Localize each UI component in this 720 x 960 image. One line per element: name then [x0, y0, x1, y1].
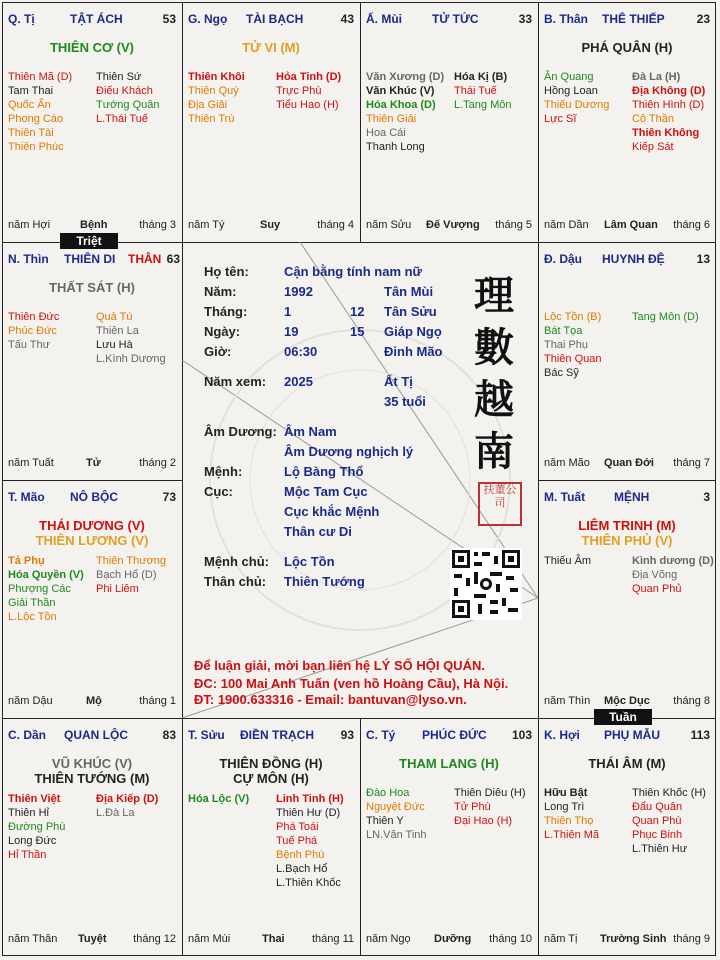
- main-star: THIÊN CƠ (V): [49, 40, 135, 55]
- hour-can: Đinh Mão: [384, 344, 443, 359]
- day-num: 19: [284, 324, 299, 339]
- star-item: Thiên Quý: [188, 85, 239, 97]
- amduong-note: Âm Dương nghịch lý: [284, 444, 414, 459]
- star-item: Trực Phù: [276, 85, 322, 97]
- star-item: Tam Thai: [8, 85, 54, 97]
- palace-name: QUAN LỘC: [64, 728, 128, 742]
- star-list-right: [454, 786, 526, 828]
- star-item: Đại Hao (H): [454, 815, 513, 827]
- palace-name: MỆNH: [614, 490, 650, 504]
- star-item: Hóa Quyền (V): [8, 569, 84, 581]
- star-item: L.Thái Tuế: [96, 113, 148, 125]
- life-stage: Mộ: [86, 695, 102, 707]
- star-item: Tiểu Hao (H): [276, 99, 339, 111]
- cycle-month: tháng 6: [673, 219, 710, 231]
- star-list-left: [188, 70, 245, 126]
- star-item: Ân Quang: [544, 71, 594, 83]
- name-value: Cận bằng tính nam nữ: [284, 264, 422, 279]
- view-can: Ất Tị: [384, 374, 413, 389]
- calligraphy-char: 南: [474, 428, 514, 475]
- view-age: 35 tuổi: [384, 394, 426, 409]
- triet-tag: Triệt: [60, 233, 118, 249]
- cycle-month: tháng 9: [673, 933, 710, 945]
- name-label: Họ tên:: [204, 264, 249, 279]
- life-stage: Quan Đới: [604, 457, 654, 469]
- star-item: Thiên Hư (D): [276, 807, 341, 819]
- star-item: Thiên Khốc (H): [632, 787, 706, 799]
- star-item: Long Đức: [8, 835, 57, 847]
- star-item: Phi Liêm: [96, 583, 139, 595]
- year-can: Tân Mùi: [384, 284, 434, 299]
- star-item: Thiên Không: [632, 127, 700, 139]
- cycle-year: năm Dậu: [8, 695, 53, 707]
- star-list-right: [276, 792, 344, 890]
- star-item: L.Bạch Hổ: [276, 863, 328, 875]
- star-item: Thiên Diêu (H): [454, 787, 526, 799]
- cycle-year: năm Dần: [544, 219, 589, 231]
- life-stage: Trường Sinh: [600, 933, 667, 945]
- star-item: Quả Tú: [96, 311, 133, 323]
- amduong-value: Âm Nam: [284, 424, 337, 439]
- hour-value: 06:30: [284, 344, 318, 359]
- month-lunar: 12: [350, 304, 365, 319]
- star-list-right: [96, 70, 160, 126]
- star-item: Điếu Khách: [96, 85, 153, 97]
- life-stage: Bệnh: [80, 219, 108, 231]
- palace-name: PHỤ MẪU: [604, 728, 660, 742]
- star-item: Thiên Sứ: [96, 71, 142, 83]
- palace-than[interactable]: [538, 2, 716, 242]
- main-star: THAM LANG (H): [399, 756, 499, 771]
- calligraphy-char: 越: [474, 376, 514, 423]
- star-item: L.Thiên Mã: [544, 829, 600, 841]
- cycle-month: tháng 10: [489, 933, 532, 945]
- cycle-year: năm Tị: [544, 933, 578, 945]
- palace-mui[interactable]: [360, 2, 538, 242]
- palace-name: NÔ BỘC: [70, 490, 118, 504]
- star-item: L.Thiên Hư: [632, 843, 688, 855]
- year-label: Năm:: [204, 284, 237, 299]
- star-item: Hóa Lộc (V): [188, 793, 250, 805]
- star-item: Tướng Quân: [96, 99, 160, 111]
- main-star: THIÊN TƯỚNG (M): [34, 771, 150, 786]
- star-item: Thiên Đức: [8, 311, 60, 323]
- star-list-right: [96, 792, 158, 820]
- contact-line-2: ĐC: 100 Mai Anh Tuấn (ven hồ Hoàng Cầu), Hà Nội.: [194, 676, 509, 691]
- palace-age: 73: [162, 490, 176, 504]
- star-item: Tả Phụ: [8, 555, 45, 567]
- cuc-value: Mộc Tam Cục: [284, 484, 368, 499]
- star-item: Phúc Đức: [8, 325, 57, 337]
- palace-age: 83: [162, 728, 176, 742]
- cuc-note-2: Thân cư Di: [284, 524, 352, 539]
- star-item: Hóa Kị (B): [454, 71, 508, 83]
- palace-age: 33: [518, 12, 532, 26]
- cycle-year: năm Thìn: [544, 695, 591, 707]
- star-item: L.Tang Môn: [454, 99, 512, 111]
- main-star: PHÁ QUÂN (H): [581, 40, 673, 55]
- thanchu-value: Thiên Tướng: [284, 574, 365, 589]
- star-item: Kiếp Sát: [632, 141, 674, 153]
- amduong-label: Âm Dương:: [204, 424, 277, 439]
- star-item: Đà La (H): [632, 71, 681, 83]
- star-item: Thiếu Âm: [544, 555, 592, 567]
- palace-can: N. Thìn: [8, 252, 49, 266]
- star-item: L.Đà La: [96, 807, 135, 819]
- cycle-year: năm Tý: [188, 219, 225, 231]
- main-star: THIÊN PHỦ (V): [581, 533, 673, 548]
- month-label: Tháng:: [204, 304, 248, 319]
- menhchu-value: Lộc Tồn: [284, 554, 335, 569]
- life-stage: Dưỡng: [434, 933, 472, 945]
- star-item: Lực Sĩ: [544, 113, 577, 125]
- star-item: Địa Không (D): [632, 85, 706, 97]
- star-item: Thai Phụ: [544, 339, 589, 351]
- life-stage: Suy: [260, 219, 281, 231]
- cycle-year: năm Sửu: [366, 219, 412, 231]
- star-item: Bác Sỹ: [544, 367, 579, 379]
- star-item: Bạch Hổ (D): [96, 569, 157, 581]
- cycle-month: tháng 7: [673, 457, 710, 469]
- main-star: THÁI DƯƠNG (V): [39, 518, 145, 533]
- palace-can: B. Thân: [544, 12, 588, 26]
- star-item: Nguyệt Đức: [366, 801, 425, 813]
- star-item: Văn Xương (D): [366, 71, 445, 83]
- cycle-month: tháng 12: [133, 933, 176, 945]
- star-item: Thiên Thương: [96, 555, 167, 567]
- star-item: Giải Thần: [8, 597, 56, 609]
- star-item: Hỉ Thần: [8, 849, 47, 861]
- palace-age: 103: [511, 728, 532, 742]
- than-marker: THÂN: [128, 252, 162, 266]
- hour-label: Giờ:: [204, 344, 232, 359]
- life-stage: Tuyệt: [78, 933, 107, 945]
- qr-code[interactable]: [450, 548, 522, 620]
- star-list-left: [544, 554, 591, 568]
- star-item: Thiên Thọ: [544, 815, 594, 827]
- palace-name: PHÚC ĐỨC: [422, 728, 487, 742]
- star-list-right: [632, 554, 714, 596]
- thanchu-label: Thân chủ:: [204, 574, 267, 589]
- palace-suu[interactable]: [182, 718, 360, 956]
- star-item: Thiên La: [96, 325, 139, 337]
- star-item: Thiếu Dương: [544, 99, 610, 111]
- palace-name: TÀI BẠCH: [246, 12, 304, 26]
- star-item: Thiên Hình (D): [632, 99, 705, 111]
- palace-can: Đ. Dậu: [544, 252, 583, 266]
- star-list-left: [544, 70, 609, 126]
- star-item: Bát Tọa: [544, 325, 583, 337]
- star-item: Hồng Loan: [544, 85, 598, 97]
- cycle-year: năm Thân: [8, 933, 58, 945]
- star-item: Cô Thần: [632, 113, 674, 125]
- contact-line-3: ĐT: 1900.633316 - Email: bantuvan@lyso.vn.: [194, 692, 467, 707]
- star-item: Thiên Phúc: [8, 141, 64, 153]
- main-star: LIÊM TRINH (M): [578, 518, 676, 533]
- star-item: Thiên Việt: [8, 793, 61, 805]
- star-item: Linh Tinh (H): [276, 793, 344, 805]
- day-lunar: 15: [350, 324, 365, 339]
- year-num: 1992: [284, 284, 313, 299]
- star-item: Quan Phủ: [632, 583, 682, 595]
- menh-label: Mệnh:: [204, 464, 243, 479]
- main-star: THIÊN ĐỒNG (H): [219, 756, 323, 771]
- star-item: Lưu Hà: [96, 339, 133, 351]
- cycle-month: tháng 8: [673, 695, 710, 707]
- palace-name: TẬT ÁCH: [70, 12, 123, 26]
- palace-name: THIÊN DI: [64, 252, 116, 266]
- star-item: Hỏa Tinh (D): [276, 71, 342, 83]
- star-item: LN.Văn Tinh: [366, 829, 427, 841]
- star-list-left: [8, 310, 59, 352]
- star-list-left: [366, 786, 427, 842]
- day-label: Ngày:: [204, 324, 241, 339]
- life-stage: Đế Vượng: [426, 219, 480, 231]
- main-star: CỰ MÔN (H): [233, 771, 309, 786]
- star-item: Thái Tuế: [454, 85, 497, 97]
- palace-can: C. Dần: [8, 728, 47, 742]
- calligraphy: [466, 270, 522, 478]
- palace-tuat[interactable]: [538, 480, 716, 718]
- star-list-right: [96, 554, 166, 596]
- main-star: VŨ KHÚC (V): [51, 756, 133, 771]
- star-item: Tử Phù: [454, 801, 491, 813]
- view-year-label: Năm xem:: [204, 374, 267, 389]
- star-item: Thiên Quan: [544, 353, 602, 365]
- palace-ngo[interactable]: [182, 2, 360, 242]
- star-item: Thiên Khôi: [188, 71, 245, 83]
- star-item: Thiên Hỉ: [8, 807, 49, 819]
- star-list-right: [632, 786, 706, 856]
- palace-hoi[interactable]: [538, 718, 716, 956]
- contact-line-1: Để luận giải, mời bạn liên hệ LÝ SỐ HỘI QUÁN.: [194, 658, 485, 673]
- palace-can: G. Ngọ: [188, 12, 228, 26]
- main-star: THIÊN LƯƠNG (V): [35, 533, 149, 548]
- palace-name: HUYNH ĐỆ: [602, 252, 665, 266]
- palace-age: 3: [703, 490, 710, 504]
- star-item: Phong Cáo: [8, 113, 64, 125]
- cycle-month: tháng 1: [139, 695, 176, 707]
- star-item: Tang Môn (D): [632, 311, 699, 323]
- star-item: Tấu Thư: [8, 339, 51, 351]
- cycle-year: năm Hợi: [8, 219, 51, 231]
- star-list-left: [8, 70, 72, 154]
- palace-name: THÊ THIẾP: [602, 12, 665, 26]
- star-item: Thiên Mã (D): [8, 71, 73, 83]
- star-item: Đẩu Quân: [632, 801, 683, 813]
- menhchu-label: Mệnh chủ:: [204, 554, 269, 569]
- palace-dau[interactable]: [538, 242, 716, 480]
- star-item: Kình dương (D): [632, 555, 714, 567]
- cycle-month: tháng 5: [495, 219, 532, 231]
- month-num: 1: [284, 304, 292, 319]
- menh-value: Lộ Bàng Thổ: [284, 464, 364, 479]
- star-list-left: [544, 310, 601, 380]
- view-year: 2025: [284, 374, 313, 389]
- calligraphy-char: 數: [474, 324, 514, 371]
- star-item: Quan Phù: [632, 815, 682, 827]
- day-can: Giáp Ngọ: [384, 324, 442, 339]
- cycle-year: năm Mão: [544, 457, 590, 469]
- star-list-right: [632, 310, 699, 324]
- palace-can: Ấ. Mùi: [366, 12, 402, 26]
- star-item: Văn Khúc (V): [366, 85, 435, 97]
- star-item: Hoa Cái: [366, 127, 406, 139]
- palace-age: 13: [696, 252, 710, 266]
- cycle-month: tháng 2: [139, 457, 176, 469]
- star-item: Bệnh Phù: [276, 849, 325, 861]
- star-list-left: [8, 792, 65, 862]
- star-item: Địa Võng: [632, 569, 678, 581]
- star-list-left: [366, 70, 444, 154]
- palace-name: ĐIỀN TRẠCH: [240, 728, 314, 742]
- life-stage: Mộc Dục: [604, 695, 650, 707]
- cycle-month: tháng 11: [311, 933, 354, 945]
- star-item: Long Trì: [544, 801, 585, 813]
- star-item: Thiên Tài: [8, 127, 54, 139]
- cycle-month: tháng 3: [139, 219, 176, 231]
- star-item: Phá Toái: [276, 821, 319, 833]
- palace-dan[interactable]: [2, 718, 182, 956]
- palace-can: Q. Tị: [8, 12, 35, 26]
- star-item: Thiên Y: [366, 815, 404, 827]
- palace-can: K. Hợi: [544, 728, 580, 742]
- palace-can: T. Mão: [8, 490, 45, 504]
- star-item: Thiên Giải: [366, 113, 417, 125]
- star-list-right: [96, 310, 166, 366]
- palace-can: C. Tý: [366, 728, 396, 742]
- palace-ti[interactable]: [2, 2, 182, 242]
- palace-age: 43: [340, 12, 354, 26]
- star-item: Phượng Các: [8, 583, 71, 595]
- palace-ty[interactable]: [360, 718, 538, 956]
- star-item: Hữu Bật: [544, 787, 588, 799]
- cycle-year: năm Mùi: [188, 933, 231, 945]
- star-item: Lộc Tồn (B): [544, 311, 602, 323]
- star-item: L.Kình Dương: [96, 353, 166, 365]
- star-list-left: [8, 554, 84, 624]
- palace-name: TỬ TỨC: [432, 12, 479, 26]
- palace-can: M. Tuất: [544, 490, 586, 504]
- star-list-right: [632, 70, 705, 154]
- star-list-right: [276, 70, 341, 112]
- info-panel: [182, 242, 538, 718]
- palace-age: 53: [162, 12, 176, 26]
- palace-age: 93: [340, 728, 354, 742]
- red-seal: 扶董公司: [478, 482, 522, 526]
- palace-can: T. Sửu: [188, 728, 225, 742]
- palace-age: 113: [690, 728, 710, 742]
- palace-thin[interactable]: [2, 242, 182, 480]
- life-stage: Thai: [262, 933, 285, 945]
- tuan-tag: Tuần: [594, 709, 652, 725]
- main-star: THẤT SÁT (H): [49, 280, 135, 295]
- cycle-month: tháng 4: [317, 219, 354, 231]
- star-item: Thanh Long: [366, 141, 425, 153]
- palace-mao[interactable]: [2, 480, 182, 718]
- cuc-note: Cục khắc Mệnh: [284, 504, 380, 519]
- star-list-right: [454, 70, 511, 112]
- star-item: Địa Kiếp (D): [96, 793, 159, 805]
- calligraphy-char: 理: [474, 272, 514, 319]
- star-item: Thiên Trù: [188, 113, 235, 125]
- star-item: Quốc Ấn: [8, 99, 51, 111]
- cycle-year: năm Ngọ: [366, 933, 411, 945]
- palace-age: 63: [166, 252, 180, 266]
- life-stage: Lâm Quan: [604, 219, 658, 231]
- life-stage: Tử: [86, 457, 101, 469]
- cuc-label: Cục:: [204, 484, 233, 499]
- main-star: TỬ VI (M): [242, 40, 300, 55]
- palace-age: 23: [696, 12, 710, 26]
- main-star: THÁI ÂM (M): [588, 756, 666, 771]
- star-item: Tuế Phá: [276, 835, 318, 847]
- star-list-left: [544, 786, 599, 842]
- star-item: Địa Giải: [188, 99, 228, 111]
- star-list-left: [188, 792, 249, 806]
- star-item: L.Lộc Tồn: [8, 611, 57, 623]
- month-can: Tân Sửu: [384, 304, 437, 319]
- star-item: Đào Hoa: [366, 787, 410, 799]
- star-item: Phục Binh: [632, 829, 683, 841]
- star-item: Hóa Khoa (D): [366, 99, 436, 111]
- star-item: L.Thiên Khốc: [276, 877, 341, 889]
- cycle-year: năm Tuất: [8, 457, 54, 469]
- star-item: Đường Phù: [8, 821, 66, 833]
